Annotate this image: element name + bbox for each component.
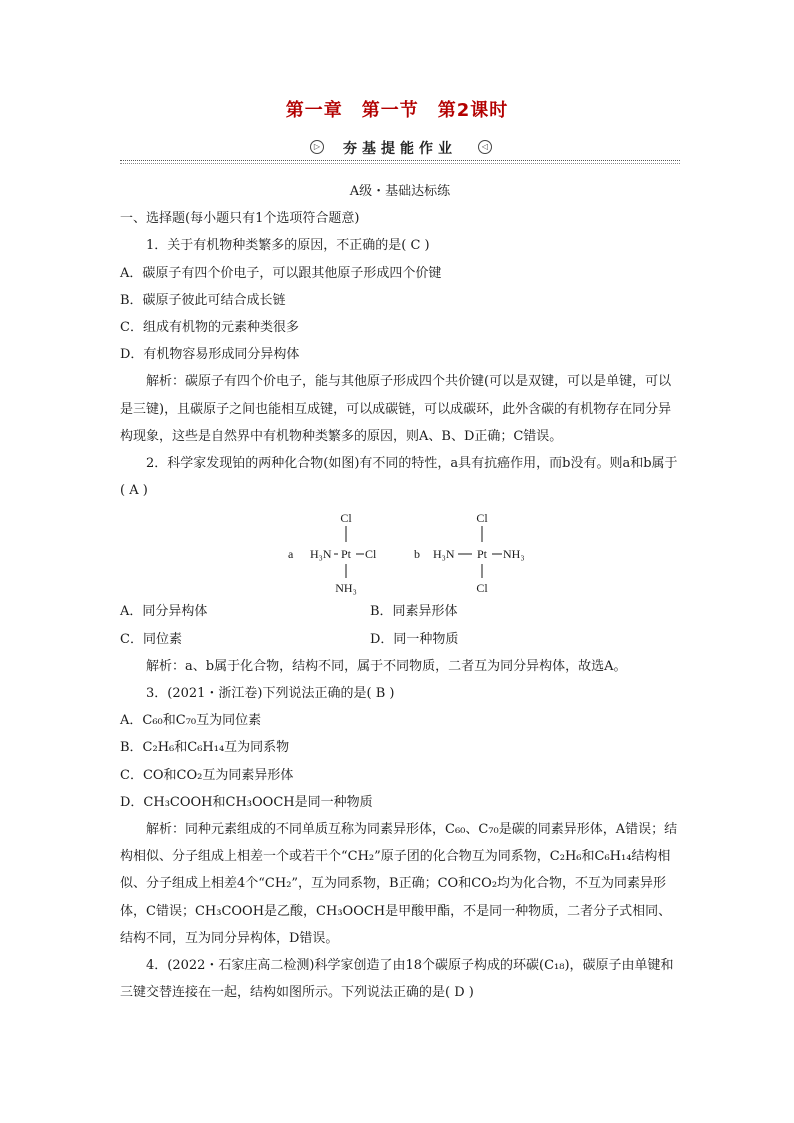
q1-option-a: A．碳原子有四个价电子，可以跟其他原子形成四个价键: [120, 265, 442, 281]
q2-option-d: D．同一种物质: [370, 631, 459, 647]
a-top: Cl: [340, 511, 352, 526]
label-a: a: [288, 547, 294, 562]
banner-rule-secondary: [120, 163, 680, 164]
q2-stem: 2．科学家发现铂的两种化合物(如图)有不同的特性，a具有抗癌作用，而b没有。则a和b属于( A ): [120, 456, 678, 499]
q3-option-d: D．CH₃COOH和CH₃OOCH是同一种物质: [120, 794, 373, 810]
page-title: 第一章 第一节 第2课时: [285, 100, 509, 121]
banner-label: 夯基提能作业: [343, 141, 457, 157]
q1-option-b: B．碳原子彼此可结合成长链: [120, 292, 286, 308]
a-bottom: NH₃: [335, 581, 357, 596]
structure-diagram: [120, 508, 680, 596]
a-right: Cl: [365, 547, 377, 562]
q2-options-row-1: [120, 598, 680, 625]
b-center: Pt: [476, 547, 488, 562]
banner-left-arrow-icon: ▷: [310, 140, 324, 154]
q1-stem: 1．关于有机物种类繁多的原因，不正确的是( C ): [146, 238, 430, 254]
section-title: A级・基础达标练: [349, 184, 451, 199]
q3-option-a: A．C₆₀和C₇₀互为同位素: [120, 713, 262, 729]
b-bottom: Cl: [476, 581, 488, 596]
b-top: Cl: [476, 511, 488, 526]
banner-right-arrow-icon: ◁: [478, 140, 492, 154]
q2-option-c: C．同位素: [120, 631, 182, 647]
a-center: Pt: [340, 547, 352, 562]
q3-option-c: C．CO和CO₂互为同素异形体: [120, 767, 294, 783]
q3-option-b: B．C₂H₆和C₆H₁₄互为同系物: [120, 740, 290, 756]
q2-options-row-2: [120, 626, 680, 653]
banner-rule: [120, 160, 680, 161]
content: [120, 178, 680, 1006]
q1-option-d: D．有机物容易形成同分异构体: [120, 347, 300, 363]
label-b: b: [414, 547, 420, 562]
q1-analysis: 解析：碳原子有四个价电子，能与其他原子形成四个共价键(可以是双键，可以是单键，可以是三键)，且碳原子之间也能相互成键，可以成碳链，可以成碳环，此外含碳的有机物存在同分异构现象，这些是自然界中有机物种类繁多的原因，则A、B、D正确；C错误。: [120, 374, 672, 444]
banner: [120, 134, 680, 164]
platinum-structures: [120, 508, 680, 596]
q2-analysis: 解析：a、b属于化合物，结构不同，属于不同物质，二者互为同分异构体，故选A。: [146, 658, 627, 674]
q3-analysis: 解析：同种元素组成的不同单质互称为同素异形体，C₆₀、C₇₀是碳的同素异形体，A错误；结构相似、分子组成上相差一个或若干个“CH₂”原子团的化合物互为同系物，C₂H₆和C₆H₁₄结构相似、分子组成上相差4个“CH₂”，互为同系物，B正确；CO和CO₂均为化合物，不互为同素异形体，C错误；CH₃COOH是乙酸，CH₃OOCH是甲酸甲酯，不是同一种物质，二者分子式相同、结构不同，互为同分异构体，D错误。: [120, 822, 678, 946]
q3-stem: 3．(2021・浙江卷)下列说法正确的是( B ): [146, 686, 395, 702]
a-left: H₃N: [310, 547, 332, 562]
part-title: 一、选择题(每小题只有1个选项符合题意): [120, 211, 360, 227]
b-right: NH₃: [503, 547, 525, 562]
b-left: H₃N: [433, 547, 455, 562]
q1-option-c: C．组成有机物的元素种类很多: [120, 320, 299, 336]
q2-option-a: A．同分异构体: [120, 604, 208, 620]
q4-stem: 4．(2022・石家庄高二检测)科学家创造了由18个碳原子构成的环碳(C₁₈)，碳原子由单键和三键交替连接在一起，结构如图所示。下列说法正确的是( D ): [120, 958, 674, 1001]
q2-option-b: B．同素异形体: [370, 604, 458, 620]
